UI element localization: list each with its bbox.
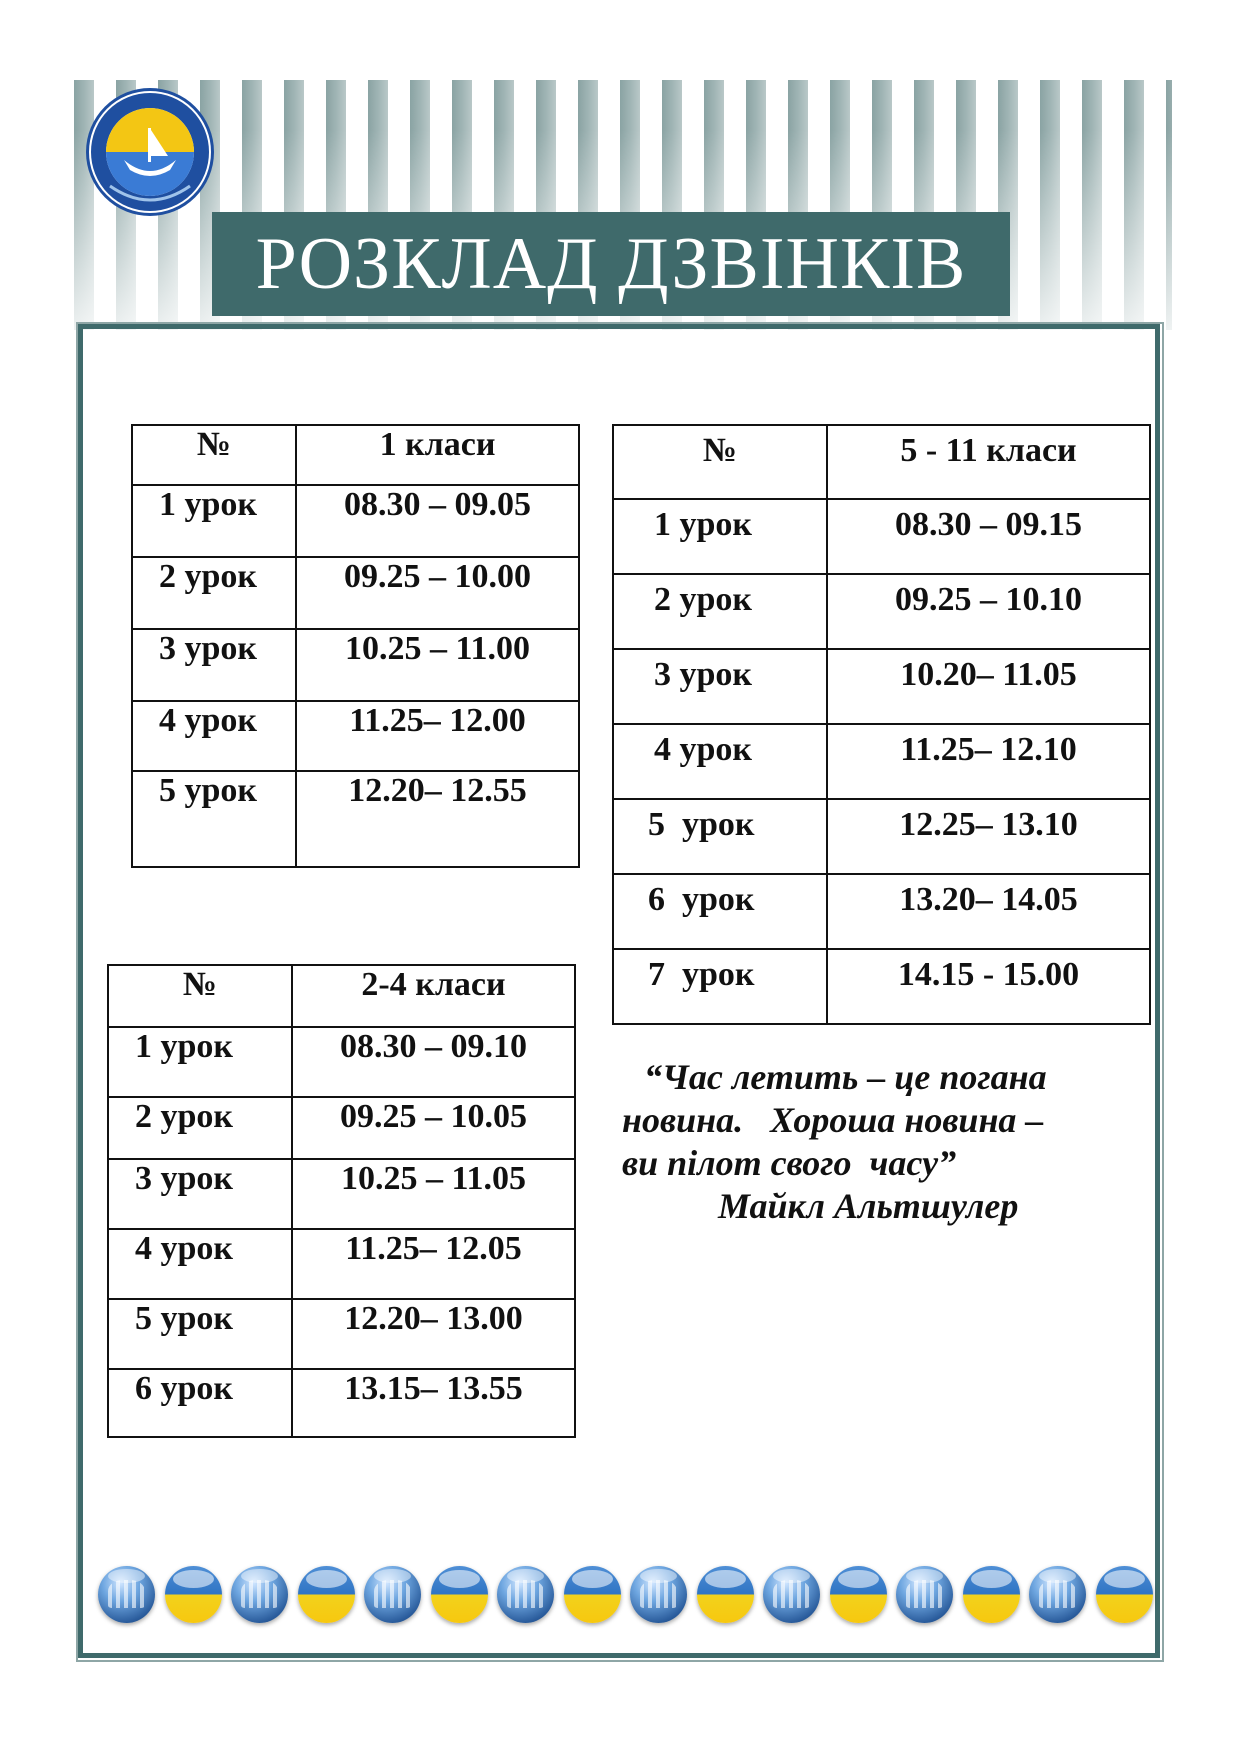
people-globe-icon xyxy=(630,1566,687,1623)
lesson-time: 08.30 – 09.10 xyxy=(292,1027,575,1097)
people-globe-icon xyxy=(896,1566,953,1623)
quote-line: “Час летить – це погана xyxy=(644,1057,1047,1097)
lesson-time: 12.25– 13.10 xyxy=(827,799,1150,874)
people-globe-icon xyxy=(1029,1566,1086,1623)
lesson-time: 12.20– 12.55 xyxy=(296,771,579,867)
people-globe-icon xyxy=(231,1566,288,1623)
lesson-time: 10.25 – 11.00 xyxy=(296,629,579,701)
lesson-label: 1 урок xyxy=(132,485,296,557)
people-globe-icon xyxy=(364,1566,421,1623)
page-title: РОЗКЛАД ДЗВІНКІВ xyxy=(255,222,967,305)
lesson-label: 5 урок xyxy=(613,799,827,874)
lesson-time: 10.25 – 11.05 xyxy=(292,1159,575,1229)
lesson-time: 11.25– 12.10 xyxy=(827,724,1150,799)
lesson-label: 4 урок xyxy=(613,724,827,799)
people-globe-icon xyxy=(763,1566,820,1623)
lesson-label: 4 урок xyxy=(108,1229,292,1299)
lesson-label: 3 урок xyxy=(613,649,827,724)
ukraine-flag-bubble-icon xyxy=(1096,1566,1153,1623)
decorative-bubble-row xyxy=(98,1566,1158,1626)
quote-line: ви пілот свого часу” xyxy=(622,1143,957,1183)
lesson-time: 08.30 – 09.05 xyxy=(296,485,579,557)
lesson-label: 2 урок xyxy=(108,1097,292,1159)
schedule-table-grade-5-11 xyxy=(612,424,1151,1025)
ukraine-flag-bubble-icon xyxy=(830,1566,887,1623)
lesson-label: 3 урок xyxy=(108,1159,292,1229)
lesson-time: 09.25 – 10.10 xyxy=(827,574,1150,649)
ukraine-flag-bubble-icon xyxy=(431,1566,488,1623)
ukraine-flag-bubble-icon xyxy=(298,1566,355,1623)
lesson-label: 5 урок xyxy=(132,771,296,867)
table-header-grade: 1 класи xyxy=(296,425,579,485)
lesson-label: 2 урок xyxy=(613,574,827,649)
school-logo xyxy=(84,86,216,218)
lesson-label: 6 урок xyxy=(613,874,827,949)
ukraine-flag-bubble-icon xyxy=(963,1566,1020,1623)
table-header-number: № xyxy=(132,425,296,485)
table-header-number: № xyxy=(108,965,292,1027)
lesson-time: 11.25– 12.05 xyxy=(292,1229,575,1299)
lesson-label: 6 урок xyxy=(108,1369,292,1437)
lesson-label: 1 урок xyxy=(108,1027,292,1097)
lesson-time: 11.25– 12.00 xyxy=(296,701,579,771)
lesson-time: 12.20– 13.00 xyxy=(292,1299,575,1369)
ukraine-flag-bubble-icon xyxy=(564,1566,621,1623)
lesson-label: 1 урок xyxy=(613,499,827,574)
lesson-label: 7 урок xyxy=(613,949,827,1024)
ukraine-flag-bubble-icon xyxy=(165,1566,222,1623)
ukraine-flag-bubble-icon xyxy=(697,1566,754,1623)
lesson-time: 13.15– 13.55 xyxy=(292,1369,575,1437)
quote-block xyxy=(622,1056,1142,1228)
lesson-label: 2 урок xyxy=(132,557,296,629)
people-globe-icon xyxy=(497,1566,554,1623)
table-header-number: № xyxy=(613,425,827,499)
table-header-grade: 2-4 класи xyxy=(292,965,575,1027)
table-header-grade: 5 - 11 класи xyxy=(827,425,1150,499)
schedule-table-grade-2-4 xyxy=(107,964,576,1438)
lesson-time: 08.30 – 09.15 xyxy=(827,499,1150,574)
quote-author: Майкл Альтшулер xyxy=(718,1186,1019,1226)
quote-line: новина. Хороша новина – xyxy=(622,1100,1044,1140)
lesson-label: 4 урок xyxy=(132,701,296,771)
people-globe-icon xyxy=(98,1566,155,1623)
schedule-table-grade-1 xyxy=(131,424,580,868)
lesson-time: 09.25 – 10.05 xyxy=(292,1097,575,1159)
lesson-label: 5 урок xyxy=(108,1299,292,1369)
title-banner xyxy=(212,212,1010,316)
lesson-label: 3 урок xyxy=(132,629,296,701)
lesson-time: 09.25 – 10.00 xyxy=(296,557,579,629)
lesson-time: 14.15 - 15.00 xyxy=(827,949,1150,1024)
lesson-time: 10.20– 11.05 xyxy=(827,649,1150,724)
lesson-time: 13.20– 14.05 xyxy=(827,874,1150,949)
